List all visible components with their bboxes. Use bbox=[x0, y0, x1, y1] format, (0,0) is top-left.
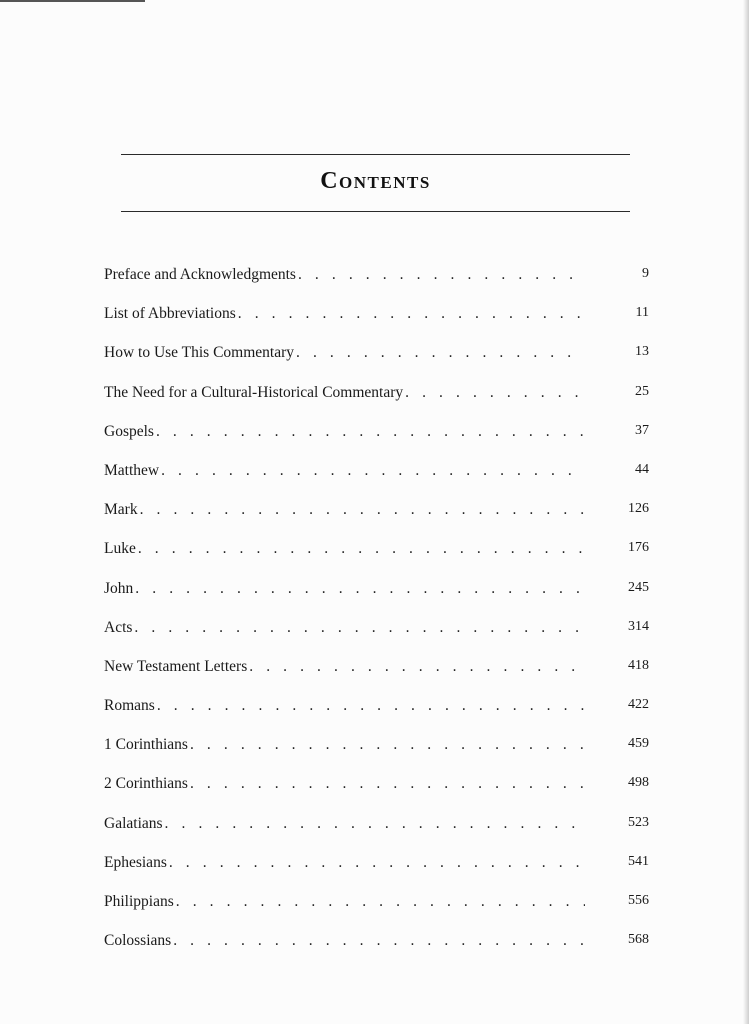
title-rule-top bbox=[121, 154, 630, 155]
toc-entry-page: 25 bbox=[635, 383, 649, 399]
toc-entry-title: Mark bbox=[104, 501, 138, 519]
toc-entry-page: 541 bbox=[628, 853, 649, 869]
toc-entry-page: 523 bbox=[628, 814, 649, 830]
toc-entry-title: Luke bbox=[104, 540, 136, 558]
toc-entry-page: 37 bbox=[635, 422, 649, 438]
toc-entry-page: 245 bbox=[628, 579, 649, 595]
toc-entry bbox=[104, 697, 649, 736]
toc-dot-leader bbox=[169, 854, 585, 872]
toc-entry bbox=[104, 619, 649, 658]
toc-entry bbox=[104, 266, 649, 305]
toc-dot-leader bbox=[140, 501, 585, 519]
toc-entry-title: List of Abbreviations bbox=[104, 305, 236, 323]
toc-entry-page: 44 bbox=[635, 461, 649, 477]
toc-dot-leader bbox=[176, 893, 585, 911]
toc-entry-title: How to Use This Commentary bbox=[104, 344, 295, 362]
toc-entry bbox=[104, 501, 649, 540]
toc-entry-title: Gospels bbox=[104, 422, 154, 440]
toc-dot-leader bbox=[190, 736, 585, 754]
toc-entry-title: Ephesians bbox=[104, 853, 167, 871]
toc-entry-page: 568 bbox=[628, 932, 649, 948]
toc-dot-leader bbox=[138, 540, 585, 558]
toc-entry-page: 418 bbox=[628, 657, 649, 673]
toc-entry-title: Preface and Acknowledgments bbox=[104, 266, 296, 283]
toc-entry-page: 176 bbox=[628, 540, 649, 556]
toc-entry-title: Romans bbox=[104, 697, 155, 715]
toc-entry-page: 556 bbox=[628, 893, 649, 908]
toc-entry-title: John bbox=[104, 579, 134, 597]
toc-dot-leader bbox=[298, 266, 585, 284]
toc-entry-title: Philippians bbox=[104, 893, 174, 910]
top-edge-mark bbox=[0, 0, 145, 2]
toc-dot-leader bbox=[296, 344, 585, 362]
toc-entry-page: 9 bbox=[642, 266, 649, 281]
toc-entry-title: 1 Corinthians bbox=[104, 736, 188, 754]
toc-entry bbox=[104, 893, 649, 932]
toc-dot-leader bbox=[165, 815, 585, 833]
toc-entry-title: Galatians bbox=[104, 814, 163, 832]
toc-entry-page: 422 bbox=[628, 697, 649, 713]
toc-dot-leader bbox=[238, 305, 585, 323]
toc-entry bbox=[104, 423, 649, 462]
page-edge-shadow bbox=[743, 0, 749, 1024]
toc-entry bbox=[104, 736, 649, 775]
toc-entry-page: 498 bbox=[628, 775, 649, 791]
toc-entry bbox=[104, 580, 649, 619]
toc-entry bbox=[104, 932, 649, 971]
toc-entry-page: 13 bbox=[635, 344, 649, 360]
toc-entry bbox=[104, 344, 649, 383]
toc-entry bbox=[104, 384, 649, 423]
toc-entry bbox=[104, 305, 649, 344]
toc-entry bbox=[104, 815, 649, 854]
toc-entry-title: New Testament Letters bbox=[104, 657, 248, 675]
toc-dot-leader bbox=[173, 932, 585, 950]
toc-dot-leader bbox=[134, 619, 585, 637]
toc-dot-leader bbox=[156, 423, 585, 441]
table-of-contents bbox=[104, 266, 649, 971]
toc-dot-leader bbox=[135, 580, 585, 598]
toc-dot-leader bbox=[405, 384, 585, 402]
toc-entry-page: 11 bbox=[635, 305, 649, 321]
toc-dot-leader bbox=[249, 658, 585, 676]
toc-entry bbox=[104, 462, 649, 501]
toc-dot-leader bbox=[161, 462, 585, 480]
toc-entry-title: 2 Corinthians bbox=[104, 775, 188, 793]
toc-entry bbox=[104, 775, 649, 814]
toc-entry bbox=[104, 540, 649, 579]
toc-entry bbox=[104, 658, 649, 697]
toc-entry bbox=[104, 854, 649, 893]
toc-dot-leader bbox=[157, 697, 585, 715]
toc-entry-page: 314 bbox=[628, 618, 649, 634]
title-rule-bottom bbox=[121, 211, 630, 212]
page-title: Contents bbox=[320, 168, 431, 194]
toc-dot-leader bbox=[190, 775, 585, 793]
toc-entry-title: Matthew bbox=[104, 461, 160, 479]
toc-entry-page: 126 bbox=[628, 501, 649, 517]
toc-entry-page: 459 bbox=[628, 736, 649, 752]
toc-entry-title: Colossians bbox=[104, 932, 172, 950]
toc-entry-title: The Need for a Cultural-Historical Commentary bbox=[104, 383, 404, 401]
toc-entry-title: Acts bbox=[104, 618, 133, 636]
